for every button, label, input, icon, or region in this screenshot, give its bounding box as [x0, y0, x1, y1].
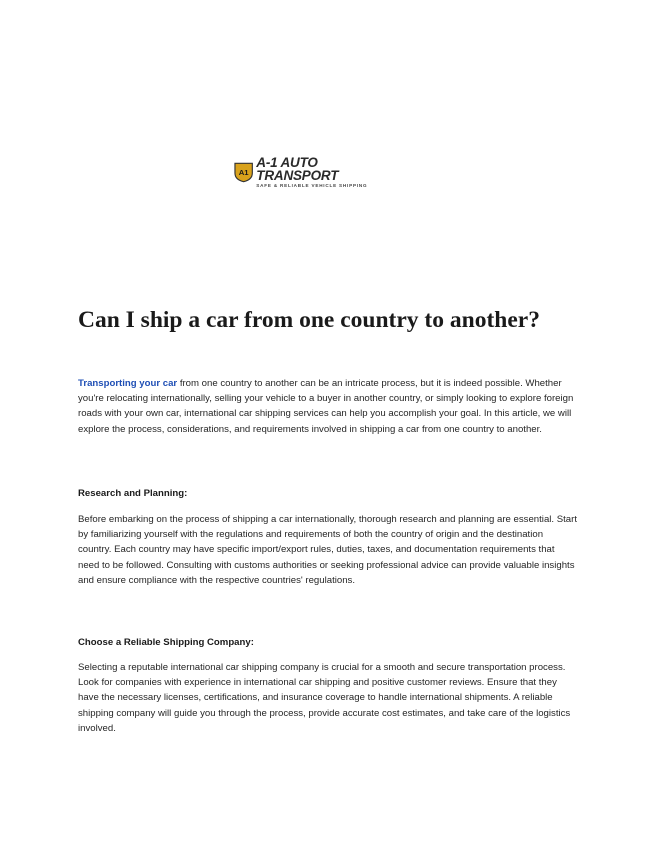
section-heading-research: Research and Planning:: [78, 488, 188, 499]
company-logo: [234, 154, 398, 188]
section-body-shipping-company: Selecting a reputable international car shipping company is crucial for a smooth and secure transportation process. Look for companies with experience in international car shipping and positive customer reviews. Ensure that they have the necessary licenses, certifications, and insurance coverage to handle international shipments. A reliable shipping company will guide you through the process, provide accurate cost estimates, and take care of the logistics involved.: [78, 662, 571, 734]
logo-name: A-1 AUTO TRANSPORT: [256, 154, 339, 184]
transporting-link[interactable]: Transporting your car: [78, 378, 178, 389]
intro-paragraph: [78, 376, 578, 437]
logo-tagline: SAFE & RELIABLE VEHICLE SHIPPING: [256, 182, 368, 188]
shield-badge-icon: [234, 161, 253, 183]
section-heading-shipping-company: Choose a Reliable Shipping Company:: [78, 637, 254, 648]
logo-badge-text: A1: [238, 167, 249, 177]
intro-text: from one country to another can be an intricate process, but it is indeed possible. Whether you're relocating internationally, selling your vehicle to a buyer in another country, or simply looking to explore foreign roads with your own car, international car shipping services can help you accomplish your goal. In this article, we will explore the process, considerations, and requirements involved in shipping a car from one country to another.: [78, 378, 574, 435]
article-title: Can I ship a car from one country to another?: [78, 307, 540, 333]
section-body-research: Before embarking on the process of shipping a car internationally, thorough research and planning are essential. Start by familiarizing yourself with the regulations and requirements of both the country of origin and the destination country. Each country may have specific import/export rules, duties, taxes, and documentation requirements that need to be followed. Consulting with customs authorities or seeking professional advice can provide valuable insights and ensure compliance with the respective countries' regulations.: [78, 514, 577, 586]
